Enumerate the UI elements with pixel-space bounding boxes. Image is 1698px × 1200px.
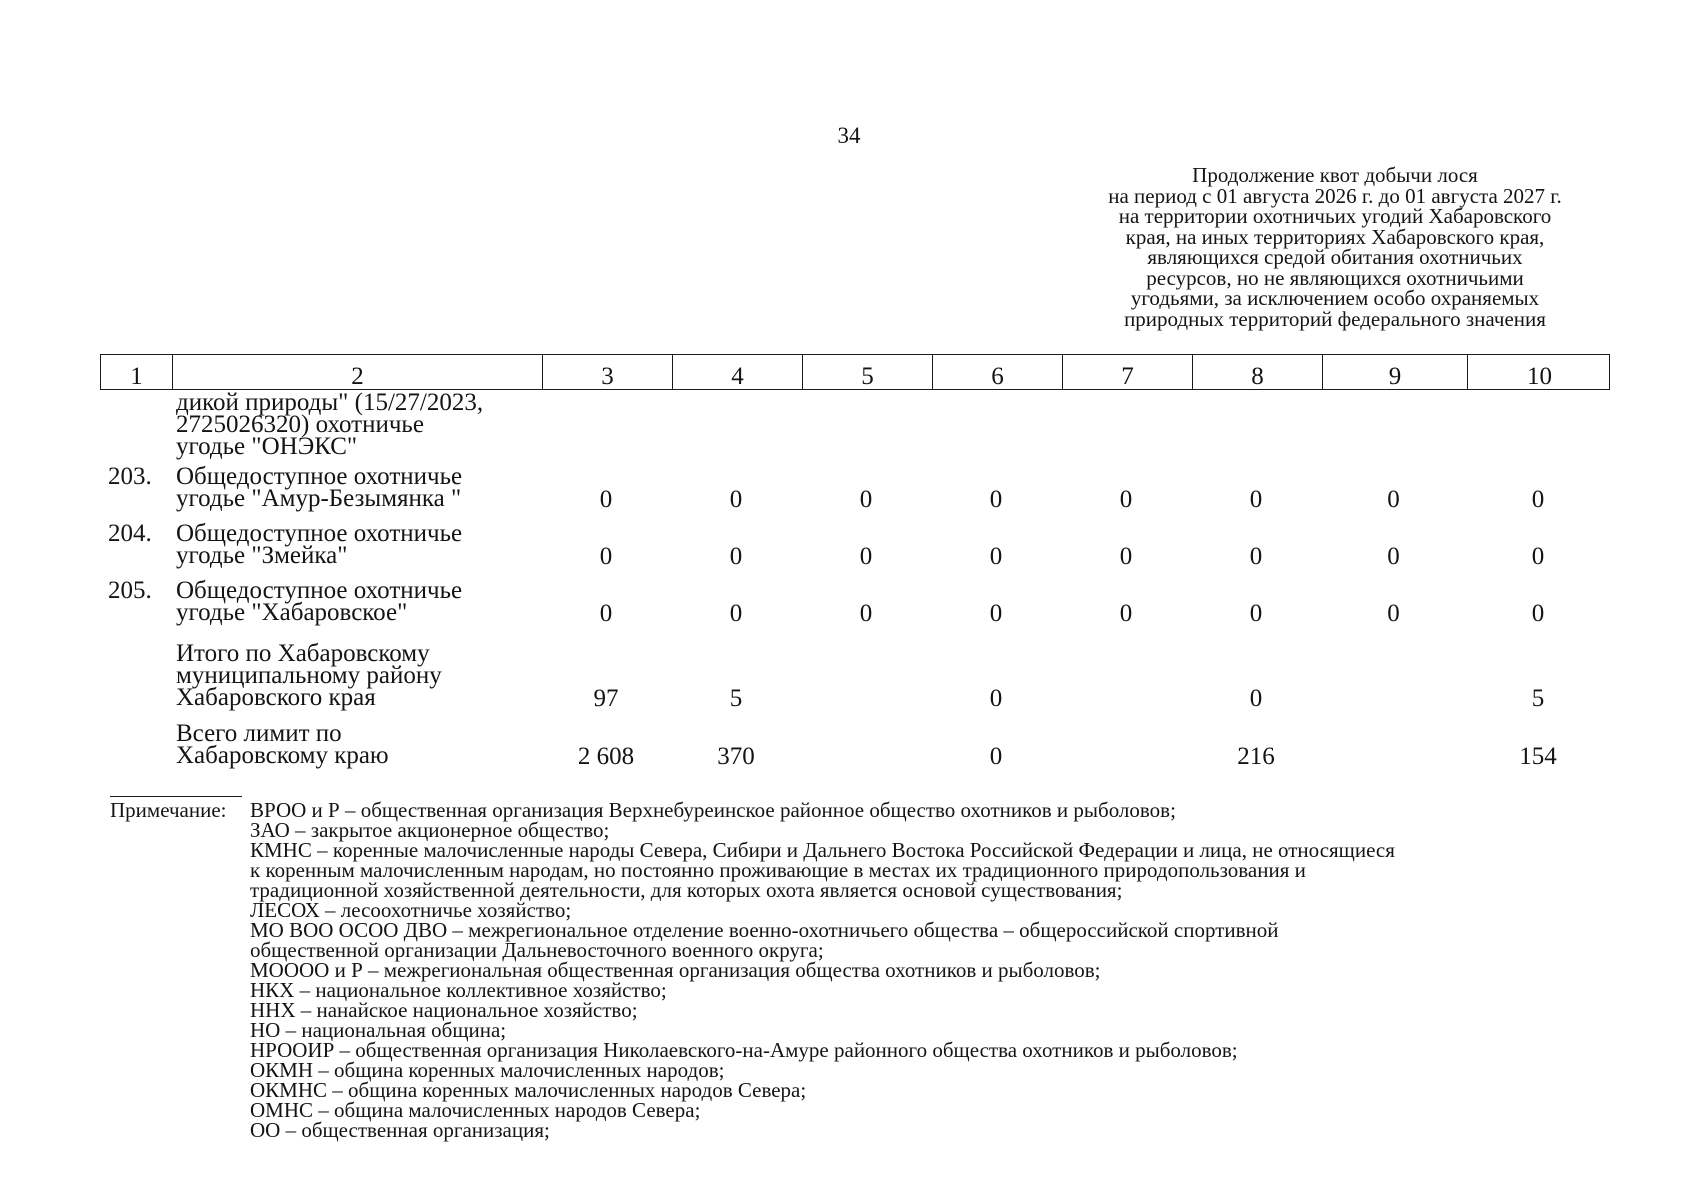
cell-value: 0 [1249,685,1263,712]
row-name [176,640,546,711]
cell-value: 0 [729,600,743,627]
notes-body [250,800,1595,1140]
cell-value: 0 [1387,543,1400,570]
note-line: ННХ – нанайское национальное хозяйство; [250,998,638,1022]
column-number: 3 [542,355,672,389]
note-line: ЗАО – закрытое акционерное общество; [250,818,610,842]
cell-value: 0 [859,543,873,570]
cell-value: 0 [859,600,873,627]
cell-value: 0 [989,743,1003,770]
cell-value: 0 [729,543,743,570]
column-number: 5 [802,355,932,389]
cell-value: 0 [599,600,613,627]
heading-line: природных территорий федерального значения [1124,306,1546,331]
column-number: 10 [1467,355,1611,389]
cell-value: 5 [729,685,743,712]
row-name [176,720,546,769]
cell-value: 0 [989,486,1003,513]
row-number: 203. [108,463,152,490]
column-number: 4 [672,355,802,389]
note-line: ЛЕСОХ – лесоохотничье хозяйство; [250,898,572,922]
note-line: МОООО и Р – межрегиональная общественная организация общества охотников и рыболовов; [250,958,1101,982]
cell-value: 0 [1531,543,1545,570]
table-heading [1045,165,1625,329]
column-number-header [100,354,1610,390]
row-name-line: Итого по Хабаровскому [176,640,430,667]
cell-value: 0 [859,486,873,513]
cell-value: 0 [1249,600,1263,627]
column-number: 1 [130,363,143,390]
note-line: НРООИР – общественная организация Николаевского-на-Амуре районного общества охотников и рыболовов; [250,1038,1238,1062]
row-name-line: Всего лимит по [176,720,342,747]
heading-line: Продолжение квот добычи лося [1192,163,1478,187]
note-line: к коренным малочисленным народам, но постоянно проживающие в местах их традиционного природопользования и [250,858,1306,882]
row-name [176,389,546,460]
cell-value: 0 [989,600,1003,627]
note-line: ОО – общественная организация; [250,1118,550,1142]
cell-value: 0 [1249,486,1263,513]
cell-value: 0 [989,543,1003,570]
cell-value: 0 [729,486,743,513]
cell-value: 370 [717,743,755,770]
column-number: 2 [172,355,542,389]
footnote-divider [110,796,242,797]
row-name-line: Общедоступное охотничье [176,577,463,604]
row-number: 205. [108,577,152,604]
note-line: НКХ – национальное коллективное хозяйство; [250,978,667,1002]
cell-value: 0 [1119,543,1133,570]
note-line: общественной организации Дальневосточного военного округа; [250,938,824,962]
row-name-line: угодье "Змейка" [176,542,348,569]
row-name-line: угодье "Хабаровское" [176,599,408,626]
heading-line: ресурсов, но не являющихся охотничьими [1146,265,1524,290]
cell-value: 0 [1249,543,1263,570]
cell-value: 216 [1237,743,1275,770]
note-line: КМНС – коренные малочисленные народы Севера, Сибири и Дальнего Востока Российской Федерации и лица, не относящиеся [250,838,1395,862]
note-line: МО ВОО ОСОО ДВО – межрегиональное отделение военно-охотничьего общества – общероссийской спортивной [250,918,1279,942]
row-name-line: Общедоступное охотничье [176,463,463,490]
cell-value: 0 [1119,600,1133,627]
note-line: ВРОО и Р – общественная организация Верхнебуреинское районное общество охотников и рыболовов; [250,798,1176,822]
note-line: традиционной хозяйственной деятельности, для которых охота является основой существования; [250,878,1123,902]
cell-value: 154 [1519,743,1557,770]
column-number: 8 [1192,355,1322,389]
cell-value: 0 [1531,486,1545,513]
row-name-line: угодье "ОНЭКС" [176,433,358,460]
row-name [176,520,546,569]
row-number: 204. [108,520,152,547]
cell-value: 0 [1531,600,1545,627]
cell-value: 0 [1387,600,1400,627]
note-line: НО – национальная община; [250,1018,507,1042]
row-name-line: дикой природы" (15/27/2023, [176,389,484,416]
column-number: 7 [1062,355,1192,389]
cell-value: 0 [1387,486,1400,513]
row-name-line: 2725026320) охотничье [176,411,424,438]
note-line: ОКМН – община коренных малочисленных народов; [250,1058,725,1082]
row-name-line: муниципальному району [176,662,442,689]
row-name-line: Хабаровскому краю [176,742,389,769]
notes-title: Примечание: [110,798,227,822]
column-number: 6 [932,355,1062,389]
cell-value: 0 [1119,486,1133,513]
page-number: 34 [837,123,861,148]
cell-value: 97 [593,685,619,712]
row-name-line: Общедоступное охотничье [176,520,463,547]
cell-value: 2 608 [577,743,635,770]
cell-value: 0 [989,685,1003,712]
row-name [176,463,546,512]
heading-line: на территории охотничьих угодий Хабаровского [1118,204,1552,228]
note-line: ОКМНС – община коренных малочисленных народов Севера; [250,1078,807,1102]
cell-value: 5 [1531,685,1545,712]
note-line: ОМНС – община малочисленных народов Севера; [250,1098,701,1122]
cell-value: 0 [599,486,613,513]
row-name-line: Хабаровского края [176,684,376,711]
row-name-line: угодье "Амур-Безымянка " [176,485,462,512]
column-number: 9 [1322,355,1467,389]
heading-line: угодьями, за исключением особо охраняемых [1130,286,1540,310]
cell-value: 0 [599,543,613,570]
heading-line: края, на иных территориях Хабаровского края, [1125,224,1545,249]
heading-line: являющихся средой обитания охотничьих [1147,245,1523,269]
row-name [176,577,546,626]
heading-line: на период с 01 августа 2026 г. до 01 августа 2027 г. [1108,183,1562,208]
